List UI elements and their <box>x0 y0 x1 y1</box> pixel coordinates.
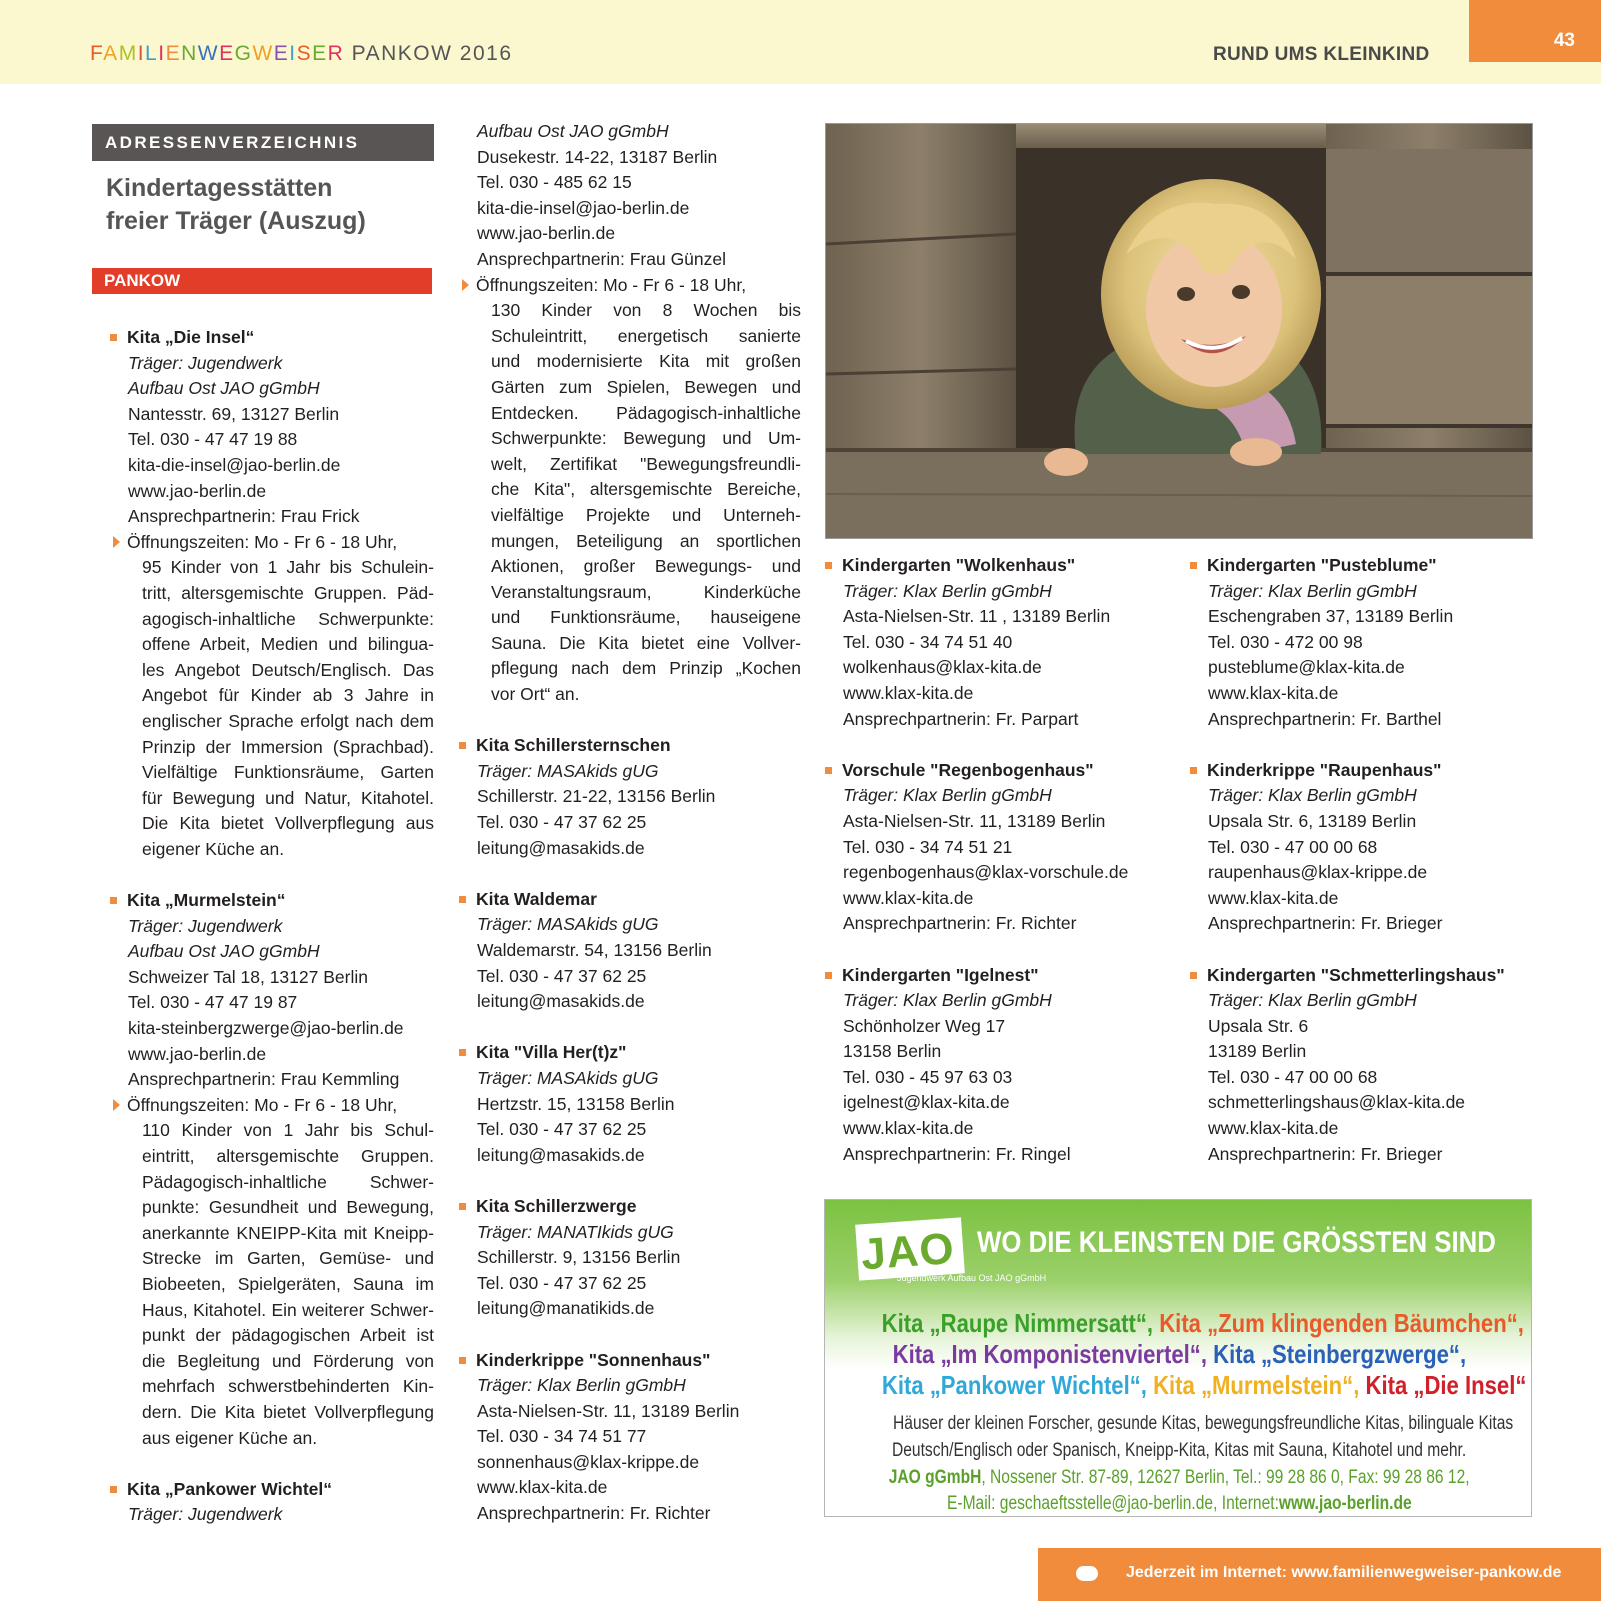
entry-address: Schillerstr. 21-22, 13156 Berlin <box>477 786 716 807</box>
page-header <box>0 0 1601 84</box>
square-bullet-icon <box>825 562 832 569</box>
entry-carrier: Träger: Jugendwerk <box>128 915 283 936</box>
entry-description: vor Ort“ an. <box>491 684 580 705</box>
entry-address: Asta-Nielsen-Str. 11, 13189 Berlin <box>477 1400 740 1421</box>
entry-website[interactable]: www.klax-kita.de <box>1208 887 1339 908</box>
entry-description: Haus, Kitahotel. Ein weiterer Schwer- <box>142 1299 434 1320</box>
brand-letters <box>90 42 344 65</box>
entry-website[interactable]: www.jao-berlin.de <box>477 223 616 244</box>
entry-website[interactable]: www.klax-kita.de <box>1208 682 1339 703</box>
entry-carrier: Träger: Klax Berlin gGmbH <box>1208 785 1417 806</box>
entry-email[interactable]: kita-die-insel@jao-berlin.de <box>128 454 341 475</box>
category-bar: ADRESSENVERZEICHNIS <box>92 124 434 161</box>
page-title-line2: freier Träger (Auszug) <box>106 207 366 235</box>
entry-name <box>1208 553 1548 579</box>
square-bullet-icon <box>459 1203 466 1210</box>
entry-address: Asta-Nielsen-Str. 11, 13189 Berlin <box>843 810 1106 831</box>
entry-carrier: Träger: MASAkids gUG <box>477 914 659 935</box>
entry-email[interactable]: regenbogenhaus@klax-vorschule.de <box>843 862 1129 883</box>
entry-description: che Kita", altersgemischte Bereiche, <box>491 479 801 500</box>
entry-carrier: Träger: Klax Berlin gGmbH <box>477 1375 686 1396</box>
entry-description: Veranstaltungsraum, Kinderküche <box>491 581 801 602</box>
entry-description: englischer Sprache erfolgt nach dem <box>142 710 434 731</box>
entry-description: punkte: Gesundheit und Bewegung, <box>142 1197 434 1218</box>
entry-description: Gärten zum Spielen, Bewegen und <box>491 376 801 397</box>
ad-description-2-text: Deutsch/Englisch oder Spanisch, Kneipp-Kita, Kitas mit Sauna, Kitahotel und mehr. <box>891 1440 1467 1461</box>
entry-email[interactable]: leitung@masakids.de <box>477 837 645 858</box>
entry-contact-person: Ansprechpartnerin: Fr. Ringel <box>843 1143 1071 1164</box>
square-bullet-icon <box>1190 767 1197 774</box>
entry-description: welt, Zertifikat "Bewegungsfreundli- <box>491 453 801 474</box>
entry-name-text: Kindergarten "Wolkenhaus" <box>842 555 1076 575</box>
ad-description-2 <box>825 1440 1533 1462</box>
entry-contact-person: Ansprechpartnerin: Fr. Parpart <box>843 708 1079 729</box>
entry-name-text: Kinderkrippe "Sonnenhaus" <box>476 1349 711 1370</box>
entry-description: pflegung nach dem Prinzip „Kochen <box>491 658 801 679</box>
entry-address: Eschengraben 37, 13189 Berlin <box>1208 606 1454 627</box>
ad-contact-2 <box>825 1493 1533 1515</box>
jao-advertisement <box>824 1199 1532 1517</box>
entry-description: aus eigener Küche an. <box>142 1427 318 1448</box>
square-bullet-icon <box>459 742 466 749</box>
entry-name <box>843 758 1183 784</box>
page-title <box>106 172 366 238</box>
entry-opening-hours <box>128 530 434 556</box>
entry-name <box>1208 758 1548 784</box>
jao-logo <box>855 1217 965 1280</box>
entry-contact-person: Ansprechpartnerin: Fr. Brieger <box>1208 1143 1443 1164</box>
spacer <box>843 937 1183 963</box>
entry-description: eigener Küche an. <box>142 838 285 859</box>
entry-phone: Tel. 030 - 34 74 51 77 <box>477 1426 647 1447</box>
entry-phone: Tel. 030 - 34 74 51 21 <box>843 836 1013 857</box>
triangle-arrow-icon <box>113 1099 120 1111</box>
jao-logo-subtitle: Jugendwerk Aufbau Ost JAO gGmbH <box>897 1273 1047 1283</box>
entry-name <box>477 1040 801 1066</box>
entry-phone: Tel. 030 - 47 47 19 87 <box>128 992 298 1013</box>
entry-carrier: Träger: Klax Berlin gGmbH <box>843 580 1052 601</box>
spacer <box>477 708 801 734</box>
square-bullet-icon <box>459 896 466 903</box>
entry-description: mehrfach schwerstbehinderten Kin- <box>142 1376 434 1397</box>
entry-website[interactable]: www.klax-kita.de <box>843 682 974 703</box>
entry-address: Dusekestr. 14-22, 13187 Berlin <box>477 146 718 167</box>
entry-website[interactable]: www.jao-berlin.de <box>128 1043 267 1064</box>
square-bullet-icon <box>459 1357 466 1364</box>
entry-website[interactable]: www.klax-kita.de <box>843 1118 974 1139</box>
entry-email[interactable]: kita-die-insel@jao-berlin.de <box>477 197 690 218</box>
brand-letter: I <box>137 42 146 65</box>
square-bullet-icon <box>110 1486 117 1493</box>
entry-name <box>843 553 1183 579</box>
entry-address: Schillerstr. 9, 13156 Berlin <box>477 1247 681 1268</box>
entry-name-text: Kinderkrippe "Raupenhaus" <box>1207 759 1442 780</box>
entry-description: les Angebot Deutsch/Englisch. Das <box>142 659 434 680</box>
entry-description: offene Arbeit, Medien und bilingua- <box>142 634 434 655</box>
entry-website[interactable]: www.klax-kita.de <box>477 1477 608 1498</box>
entry-email[interactable]: leitung@masakids.de <box>477 1144 645 1165</box>
entry-name <box>843 963 1183 989</box>
square-bullet-icon <box>110 334 117 341</box>
entry-name-text: Kita „Pankower Wichtel“ <box>127 1478 333 1499</box>
entry-contact-person: Ansprechpartnerin: Fr. Barthel <box>1208 708 1442 729</box>
square-bullet-icon <box>825 767 832 774</box>
brand-letter: G <box>234 42 253 65</box>
ad-kita-row-2 <box>825 1339 1533 1370</box>
entry-description: eintritt, altersgemischte Gruppen. <box>142 1146 434 1166</box>
brand-year: PANKOW 2016 <box>344 42 513 65</box>
square-bullet-icon <box>1190 972 1197 979</box>
brand-letter: W <box>197 42 220 65</box>
entry-name-text: Kindergarten "Igelnest" <box>842 964 1039 985</box>
jao-logo-text: JAO <box>859 1223 957 1280</box>
entry-address: Upsala Str. 6 <box>1208 1015 1309 1036</box>
entry-name <box>1208 963 1548 989</box>
entry-opening-hours-text: Öffnungszeiten: Mo - Fr 6 - 18 Uhr, <box>127 1094 398 1115</box>
entry-description: Strecke im Garten, Gemüse- und <box>142 1248 434 1269</box>
brand-letter: R <box>327 42 345 65</box>
entry-description: Biobeeten, Spielgeräten, Sauna im <box>142 1273 434 1294</box>
entry-name-text: Kindergarten "Schmetterlingshaus" <box>1207 964 1505 985</box>
entry-contact-person: Ansprechpartnerin: Frau Kemmling <box>128 1069 400 1090</box>
ad-email: E-Mail: geschaeftsstelle@jao-berlin.de, Internet: <box>946 1493 1279 1514</box>
entry-phone: Tel. 030 - 47 37 62 25 <box>477 1119 647 1140</box>
entry-description: 110 Kinder von 1 Jahr bis Schul- <box>142 1120 434 1141</box>
entry-phone: Tel. 030 - 47 37 62 25 <box>477 1272 647 1293</box>
ad-kita-name: Kita „Zum klingenden Bäumchen“, <box>1159 1308 1524 1338</box>
entry-description: Die Kita bietet Vollverpflegung aus <box>142 813 434 834</box>
brand-letter: N <box>181 42 198 65</box>
entry-description: Vielfältige Funktionsräume, Garten <box>142 762 434 783</box>
entry-carrier: Aufbau Ost JAO gGmbH <box>128 378 320 399</box>
entry-address: Nantesstr. 69, 13127 Berlin <box>128 403 340 424</box>
ad-website-link[interactable]: www.jao-berlin.de <box>1278 1493 1412 1514</box>
brand-letter: E <box>165 42 182 65</box>
brand-letter: I <box>289 42 297 65</box>
square-bullet-icon <box>825 972 832 979</box>
ad-kita-name: Kita „Murmelstein“, <box>1153 1370 1366 1400</box>
entry-description: tritt, altersgemischte Gruppen. Päd- <box>142 582 434 603</box>
entry-phone: Tel. 030 - 47 00 00 68 <box>1208 1066 1378 1087</box>
entry-contact-person: Ansprechpartnerin: Frau Günzel <box>477 248 727 269</box>
child-photo <box>825 123 1533 539</box>
entry-address: Schönholzer Weg 17 <box>843 1015 1006 1036</box>
brand-letter: W <box>252 42 274 65</box>
entry-phone: Tel. 030 - 472 00 98 <box>1208 631 1363 652</box>
entry-email[interactable]: leitung@manatikids.de <box>477 1298 655 1319</box>
entry-description: mungen, Beteiligung an sportlichen <box>491 530 801 551</box>
entry-carrier: Träger: Jugendwerk <box>128 352 283 373</box>
ad-kita-name: Kita „Im Komponistenviertel“, <box>892 1339 1213 1369</box>
entry-carrier: Träger: MASAkids gUG <box>477 760 659 781</box>
entry-contact-person: Ansprechpartnerin: Fr. Brieger <box>1208 913 1443 934</box>
entry-address: Waldemarstr. 54, 13156 Berlin <box>477 940 712 960</box>
entry-description: Pädagogisch-inhaltliche Schwer- <box>142 1171 434 1192</box>
entry-name <box>477 733 801 759</box>
brand-letter: E <box>219 42 235 65</box>
spacer <box>843 732 1183 758</box>
entry-carrier: Träger: Klax Berlin gGmbH <box>1208 990 1417 1011</box>
entry-name-text: Kita "Villa Her(t)z" <box>476 1042 627 1063</box>
spacer <box>128 862 434 888</box>
spacer <box>128 1451 434 1477</box>
brand-letter: M <box>118 42 138 65</box>
entry-description: 130 Kinder von 8 Wochen bis <box>491 300 801 321</box>
column-3 <box>843 553 1183 1167</box>
ad-description-1-text: Häuser der kleinen Forscher, gesunde Kitas, bewegungsfreundliche Kitas, bilinguale Kitas <box>893 1413 1514 1434</box>
entry-name-text: Vorschule "Regenbogenhaus" <box>842 759 1094 780</box>
child-photo-illustration <box>826 124 1532 538</box>
ad-kita-row-1 <box>825 1308 1533 1339</box>
square-bullet-icon <box>1190 562 1197 569</box>
entry-opening-hours <box>477 273 801 299</box>
entry-email[interactable]: wolkenhaus@klax-kita.de <box>843 657 1042 678</box>
spacer <box>1208 732 1548 758</box>
ad-headline: WO DIE KLEINSTEN DIE GRÖSSTEN SIND <box>977 1226 1496 1259</box>
spacer <box>477 861 801 887</box>
column-4 <box>1208 553 1548 1167</box>
column-1 <box>128 325 434 1528</box>
entry-description: 95 Kinder von 1 Jahr bis Schulein- <box>142 557 434 578</box>
entry-description: Sauna. Die Kita bietet eine Vollver- <box>491 632 801 653</box>
entry-phone: Tel. 030 - 485 62 15 <box>477 172 632 193</box>
district-bar: PANKOW <box>92 268 432 294</box>
entry-email[interactable]: sonnenhaus@klax-krippe.de <box>477 1451 700 1472</box>
column-2 <box>477 119 801 1527</box>
entry-name <box>128 1477 434 1503</box>
page-number-box <box>1469 0 1601 62</box>
entry-name-text: Kita Waldemar <box>476 888 597 909</box>
entry-carrier: Träger: Klax Berlin gGmbH <box>843 785 1052 806</box>
entry-opening-hours-text: Öffnungszeiten: Mo - Fr 6 - 18 Uhr, <box>476 274 747 295</box>
square-bullet-icon <box>459 1049 466 1056</box>
entry-carrier: Träger: Klax Berlin gGmbH <box>1208 580 1417 601</box>
entry-website[interactable]: www.jao-berlin.de <box>128 480 267 501</box>
entry-carrier: Träger: Jugendwerk <box>128 1504 283 1525</box>
mouse-icon <box>1076 1566 1098 1581</box>
page-title-line1: Kindertagesstätten <box>106 174 333 202</box>
ad-company: JAO gGmbH <box>888 1467 982 1488</box>
entry-description: für Bewegung und Natur, Kitahotel. <box>142 787 434 808</box>
entry-carrier: Aufbau Ost JAO gGmbH <box>128 941 320 962</box>
entry-email[interactable]: kita-steinbergzwerge@jao-berlin.de <box>128 1018 404 1039</box>
brand-letter: I <box>158 42 166 65</box>
entry-description: anerkannte KNEIPP-Kita mit Kneipp- <box>142 1222 434 1243</box>
brand-letter: E <box>312 42 328 65</box>
entry-description: dern. Die Kita bietet Vollverpflegung <box>142 1401 434 1422</box>
entry-email[interactable]: pusteblume@klax-kita.de <box>1208 657 1405 678</box>
square-bullet-icon <box>110 897 117 904</box>
entry-website[interactable]: www.klax-kita.de <box>1208 1118 1339 1139</box>
entry-carrier: Träger: MANATIkids gUG <box>477 1221 674 1242</box>
entry-email[interactable]: leitung@masakids.de <box>477 991 645 1012</box>
entry-description: und Funktionsräume, hauseigene <box>491 607 801 628</box>
ad-kita-row-3 <box>825 1370 1533 1401</box>
entry-phone: Tel. 030 - 34 74 51 40 <box>843 631 1013 652</box>
entry-address: 13189 Berlin <box>1208 1041 1307 1062</box>
entry-opening-hours-text: Öffnungszeiten: Mo - Fr 6 - 18 Uhr, <box>127 531 398 552</box>
ad-contact-1 <box>825 1467 1533 1489</box>
entry-address: Schweizer Tal 18, 13127 Berlin <box>128 966 368 987</box>
brand-letter: S <box>296 42 313 65</box>
entry-description: vielfältige Projekte und Unterneh- <box>491 504 801 525</box>
brand-title <box>90 42 513 66</box>
entry-address: Upsala Str. 6, 13189 Berlin <box>1208 810 1417 831</box>
spacer <box>477 1015 801 1041</box>
spacer <box>477 1322 801 1348</box>
spacer <box>1208 937 1548 963</box>
entry-address: Asta-Nielsen-Str. 11 , 13189 Berlin <box>843 606 1111 627</box>
entry-opening-hours <box>128 1093 434 1119</box>
entry-description: Schwerpunkte: Bewegung und Um- <box>491 428 801 449</box>
entry-name <box>477 1194 801 1220</box>
entry-description: Angebot für Kinder ab 3 Jahre in <box>142 685 434 706</box>
entry-carrier: Aufbau Ost JAO gGmbH <box>477 121 669 141</box>
entry-carrier: Träger: MASAkids gUG <box>477 1067 659 1088</box>
ad-description-1 <box>825 1413 1533 1435</box>
entry-name <box>128 888 434 914</box>
entry-phone: Tel. 030 - 47 47 19 88 <box>128 429 298 450</box>
entry-name <box>128 325 434 351</box>
entry-description: Entdecken. Pädagogisch-inhaltliche <box>491 402 801 423</box>
entry-phone: Tel. 030 - 45 97 63 03 <box>843 1066 1013 1087</box>
entry-description: Prinzip der Immersion (Sprachbad). <box>142 736 434 757</box>
entry-address: 13158 Berlin <box>843 1041 942 1062</box>
entry-phone: Tel. 030 - 47 00 00 68 <box>1208 836 1378 857</box>
entry-description: Aktionen, großer Bewegungs- und <box>491 556 801 577</box>
entry-address: Hertzstr. 15, 13158 Berlin <box>477 1093 675 1114</box>
entry-website[interactable]: www.klax-kita.de <box>843 887 974 908</box>
entry-description: punkt der pädagogischen Arbeit ist <box>142 1325 434 1346</box>
footer-url[interactable]: Jederzeit im Internet: www.familienwegweiser-pankow.de <box>1126 1564 1562 1581</box>
spacer <box>477 1168 801 1194</box>
entry-phone: Tel. 030 - 47 37 62 25 <box>477 812 647 833</box>
entry-email[interactable]: raupenhaus@klax-krippe.de <box>1208 862 1428 883</box>
entry-contact-person: Ansprechpartnerin: Fr. Richter <box>477 1503 711 1524</box>
entry-contact-person: Ansprechpartnerin: Fr. Richter <box>843 913 1077 934</box>
entry-name-text: Kita Schillerzwerge <box>476 1195 637 1216</box>
entry-description: agogisch-inhaltliche Schwerpunkte: <box>142 608 434 629</box>
entry-contact-person: Ansprechpartnerin: Frau Frick <box>128 506 360 527</box>
entry-email[interactable]: igelnest@klax-kita.de <box>843 1092 1010 1113</box>
entry-phone: Tel. 030 - 47 37 62 25 <box>477 965 647 986</box>
brand-letter: E <box>273 42 290 65</box>
entry-description: die Begleitung und Förderung von <box>142 1350 434 1371</box>
ad-kita-name: Kita „Steinbergzwerge“, <box>1212 1339 1466 1369</box>
entry-email[interactable]: schmetterlingshaus@klax-kita.de <box>1208 1092 1466 1113</box>
ad-kita-name: Kita „Die Insel“ <box>1365 1370 1527 1400</box>
entry-name <box>477 1348 801 1374</box>
page-number: 43 <box>1553 30 1575 51</box>
page-footer <box>1038 1548 1601 1601</box>
entry-name <box>477 887 801 913</box>
entry-name-text: Kita „Murmelstein“ <box>127 890 286 911</box>
entry-name-text: Kita Schillersternschen <box>476 735 671 756</box>
entry-description: Schuleintritt, energetisch sanierte <box>491 325 801 346</box>
entry-carrier: Träger: Klax Berlin gGmbH <box>843 990 1052 1011</box>
triangle-arrow-icon <box>462 279 469 291</box>
brand-letter: F <box>90 42 104 65</box>
brand-letter: A <box>103 42 119 65</box>
brand-letter: L <box>145 42 159 65</box>
ad-kita-name: Kita „Raupe Nimmersatt“, <box>881 1308 1160 1338</box>
section-title: RUND UMS KLEINKIND <box>1213 44 1430 65</box>
entry-name-text: Kindergarten "Pusteblume" <box>1207 555 1437 575</box>
entry-description: und modernisierte Kita mit großen <box>491 351 801 372</box>
entry-name-text: Kita „Die Insel“ <box>127 327 255 347</box>
ad-address: , Nossener Str. 87-89, 12627 Berlin, Tel.: 99 28 86 0, Fax: 99 28 86 12, <box>981 1467 1470 1488</box>
triangle-arrow-icon <box>113 536 120 548</box>
ad-kita-name: Kita „Pankower Wichtel“, <box>881 1370 1154 1400</box>
